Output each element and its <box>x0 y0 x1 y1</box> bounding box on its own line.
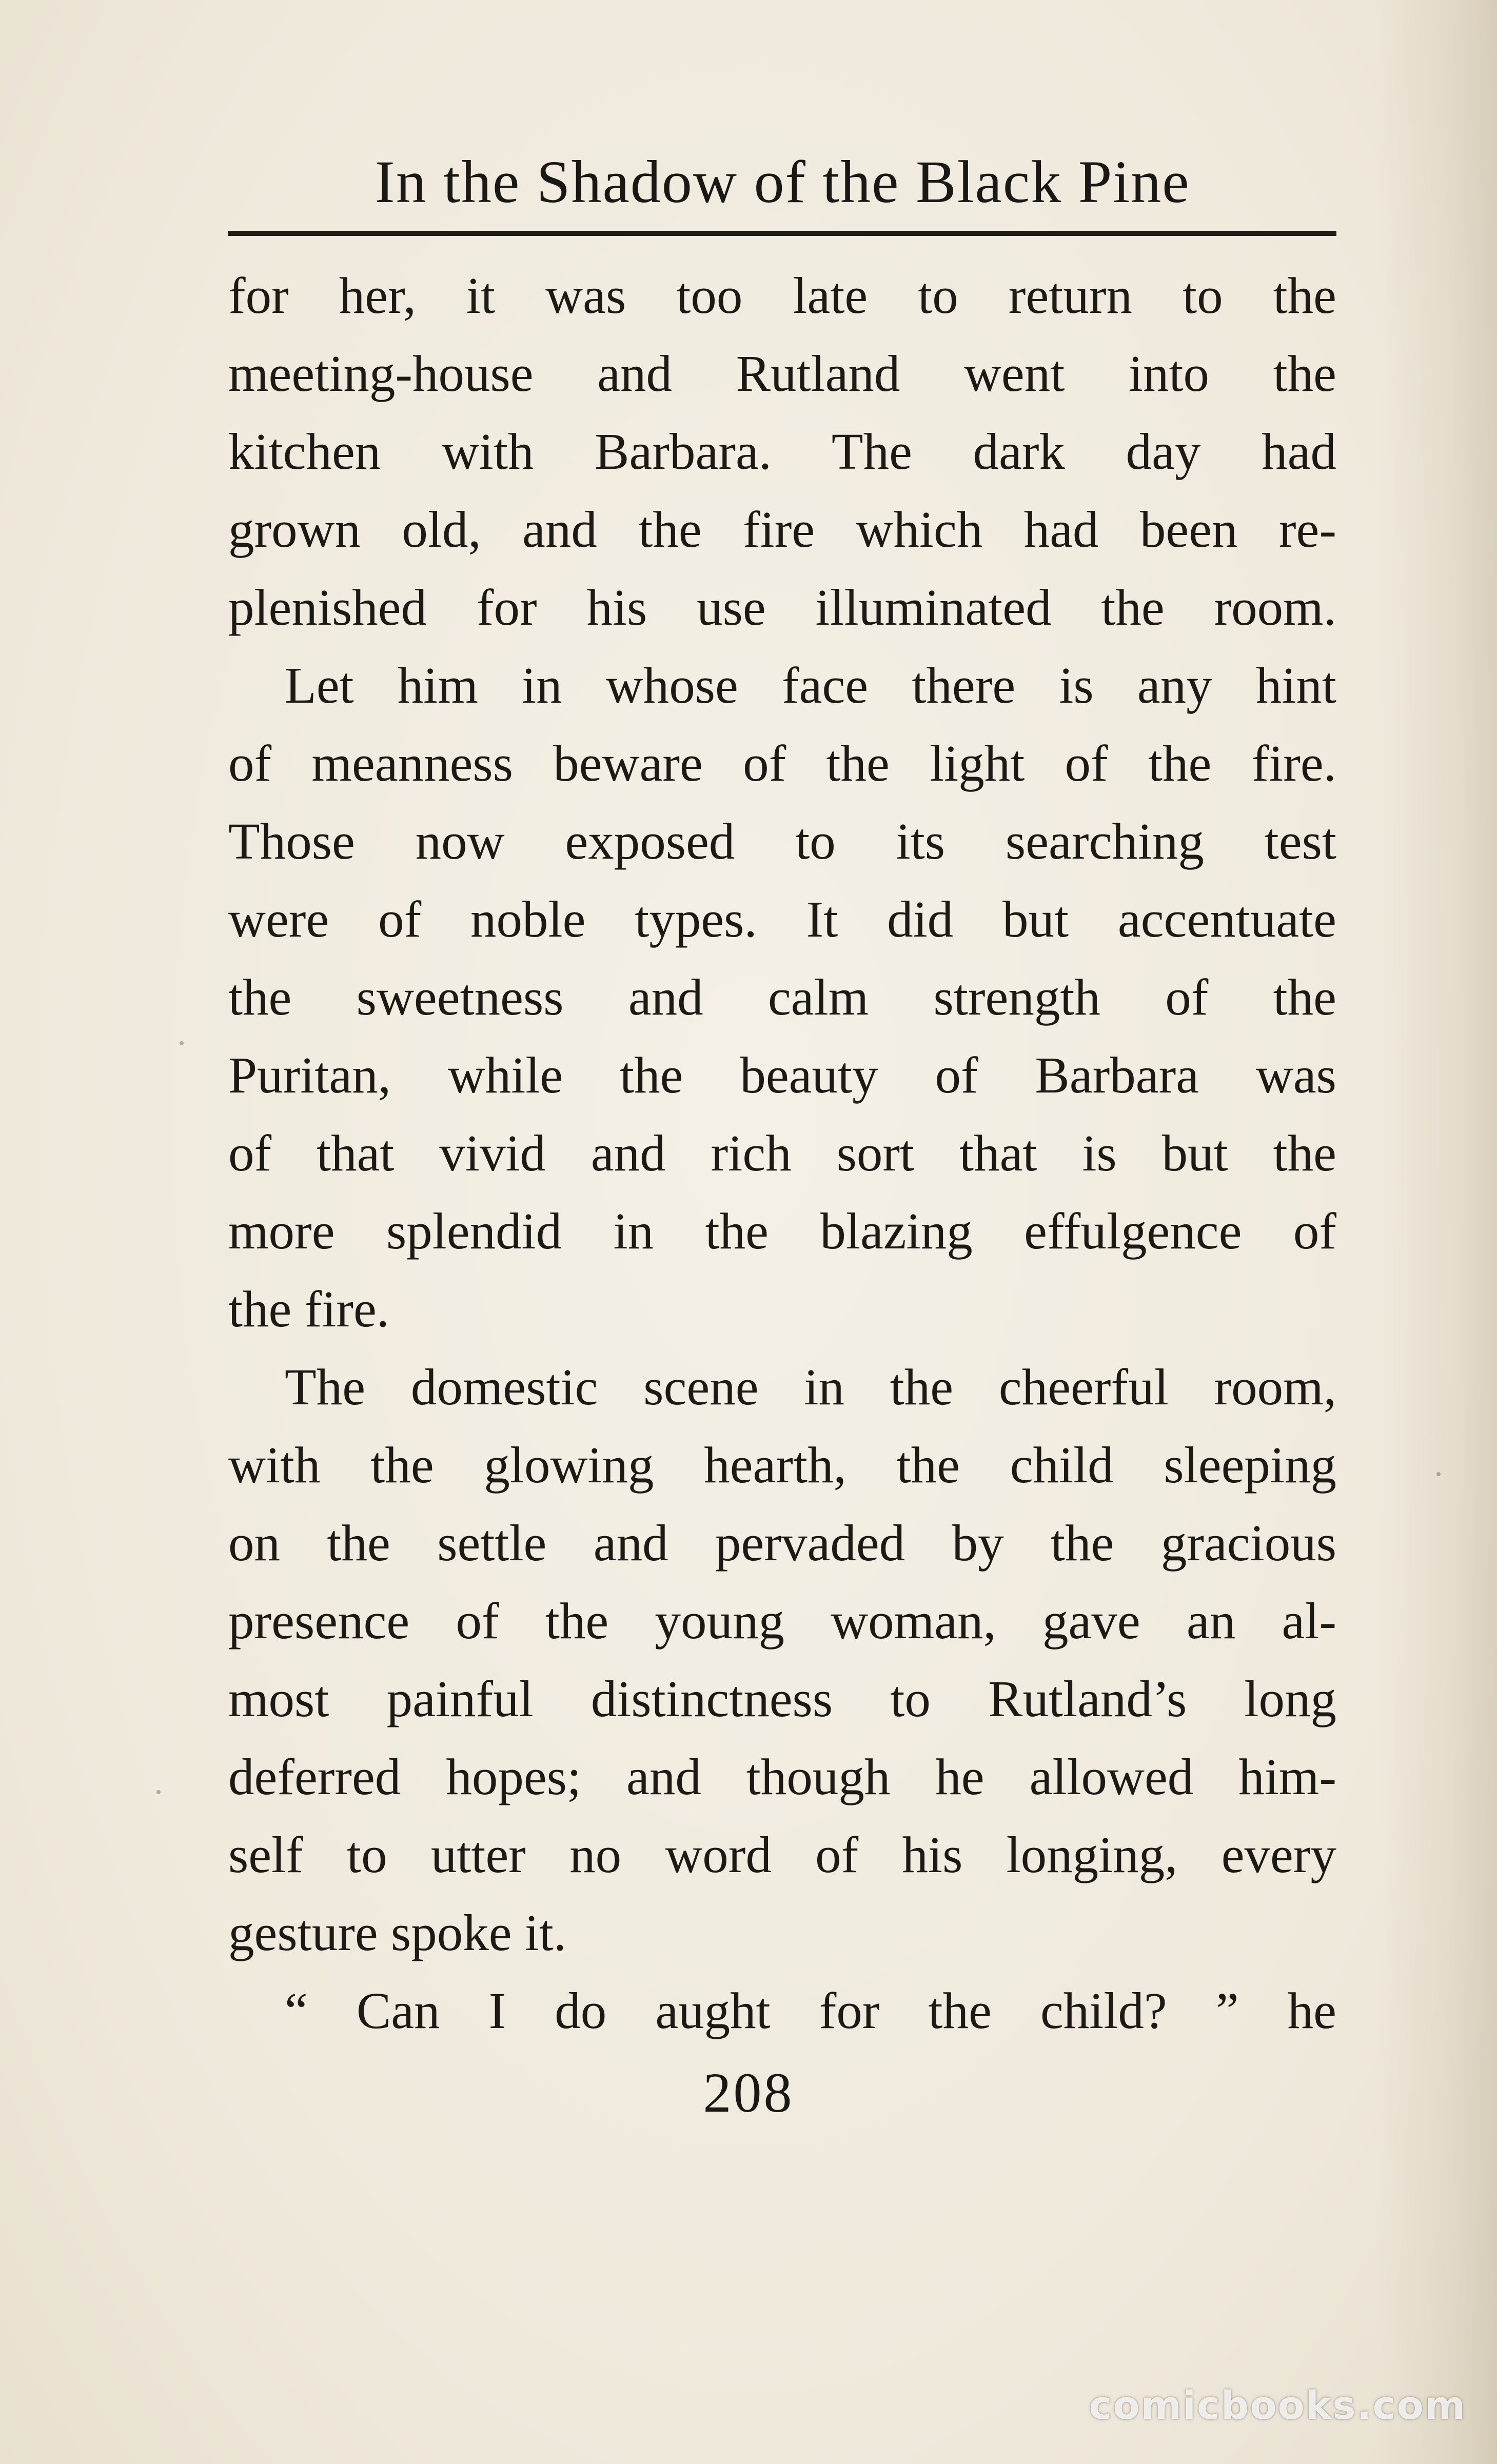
body-text <box>228 256 1336 2050</box>
text-line: Puritan, while the beauty of Barbara was <box>228 1046 1336 1104</box>
site-watermark: comicbooks.com <box>1089 2382 1466 2428</box>
text-line: most painful distinctness to Rutland’s long <box>228 1670 1336 1727</box>
paper-speck <box>1436 1472 1441 1476</box>
paper-speck <box>156 1790 161 1794</box>
header-rule <box>228 231 1336 236</box>
text-line: were of noble types. It did but accentuate <box>228 890 1336 948</box>
page-number: 208 <box>703 2061 794 2124</box>
text-line: The domestic scene in the cheerful room, <box>285 1358 1336 1416</box>
text-line: the fire. <box>228 1280 390 1338</box>
text-line: grown old, and the fire which had been re- <box>228 501 1336 558</box>
text-line: for her, it was too late to return to the <box>228 267 1336 324</box>
text-line: of meanness beware of the light of the fire. <box>228 734 1336 792</box>
text-line: self to utter no word of his longing, every <box>228 1826 1336 1883</box>
text-line: gesture spoke it. <box>228 1904 567 1961</box>
text-line: deferred hopes; and though he allowed him- <box>228 1748 1336 1805</box>
text-line: “ Can I do aught for the child? ” he <box>285 1982 1336 2039</box>
text-line: Those now exposed to its searching test <box>228 812 1336 870</box>
text-line: of that vivid and rich sort that is but the <box>228 1124 1336 1182</box>
text-line: the sweetness and calm strength of the <box>228 968 1336 1026</box>
paper-speck <box>180 1041 184 1045</box>
text-line: on the settle and pervaded by the gracious <box>228 1514 1336 1572</box>
text-line: presence of the young woman, gave an al- <box>228 1592 1336 1650</box>
text-line: kitchen with Barbara. The dark day had <box>228 423 1336 480</box>
text-line: more splendid in the blazing effulgence of <box>228 1202 1336 1260</box>
text-line: with the glowing hearth, the child sleeping <box>228 1436 1336 1494</box>
text-line: Let him in whose face there is any hint <box>285 657 1336 714</box>
text-line: meeting-house and Rutland went into the <box>228 345 1336 402</box>
running-head: In the Shadow of the Black Pine <box>375 148 1190 215</box>
text-line: plenished for his use illuminated the room. <box>228 579 1336 636</box>
